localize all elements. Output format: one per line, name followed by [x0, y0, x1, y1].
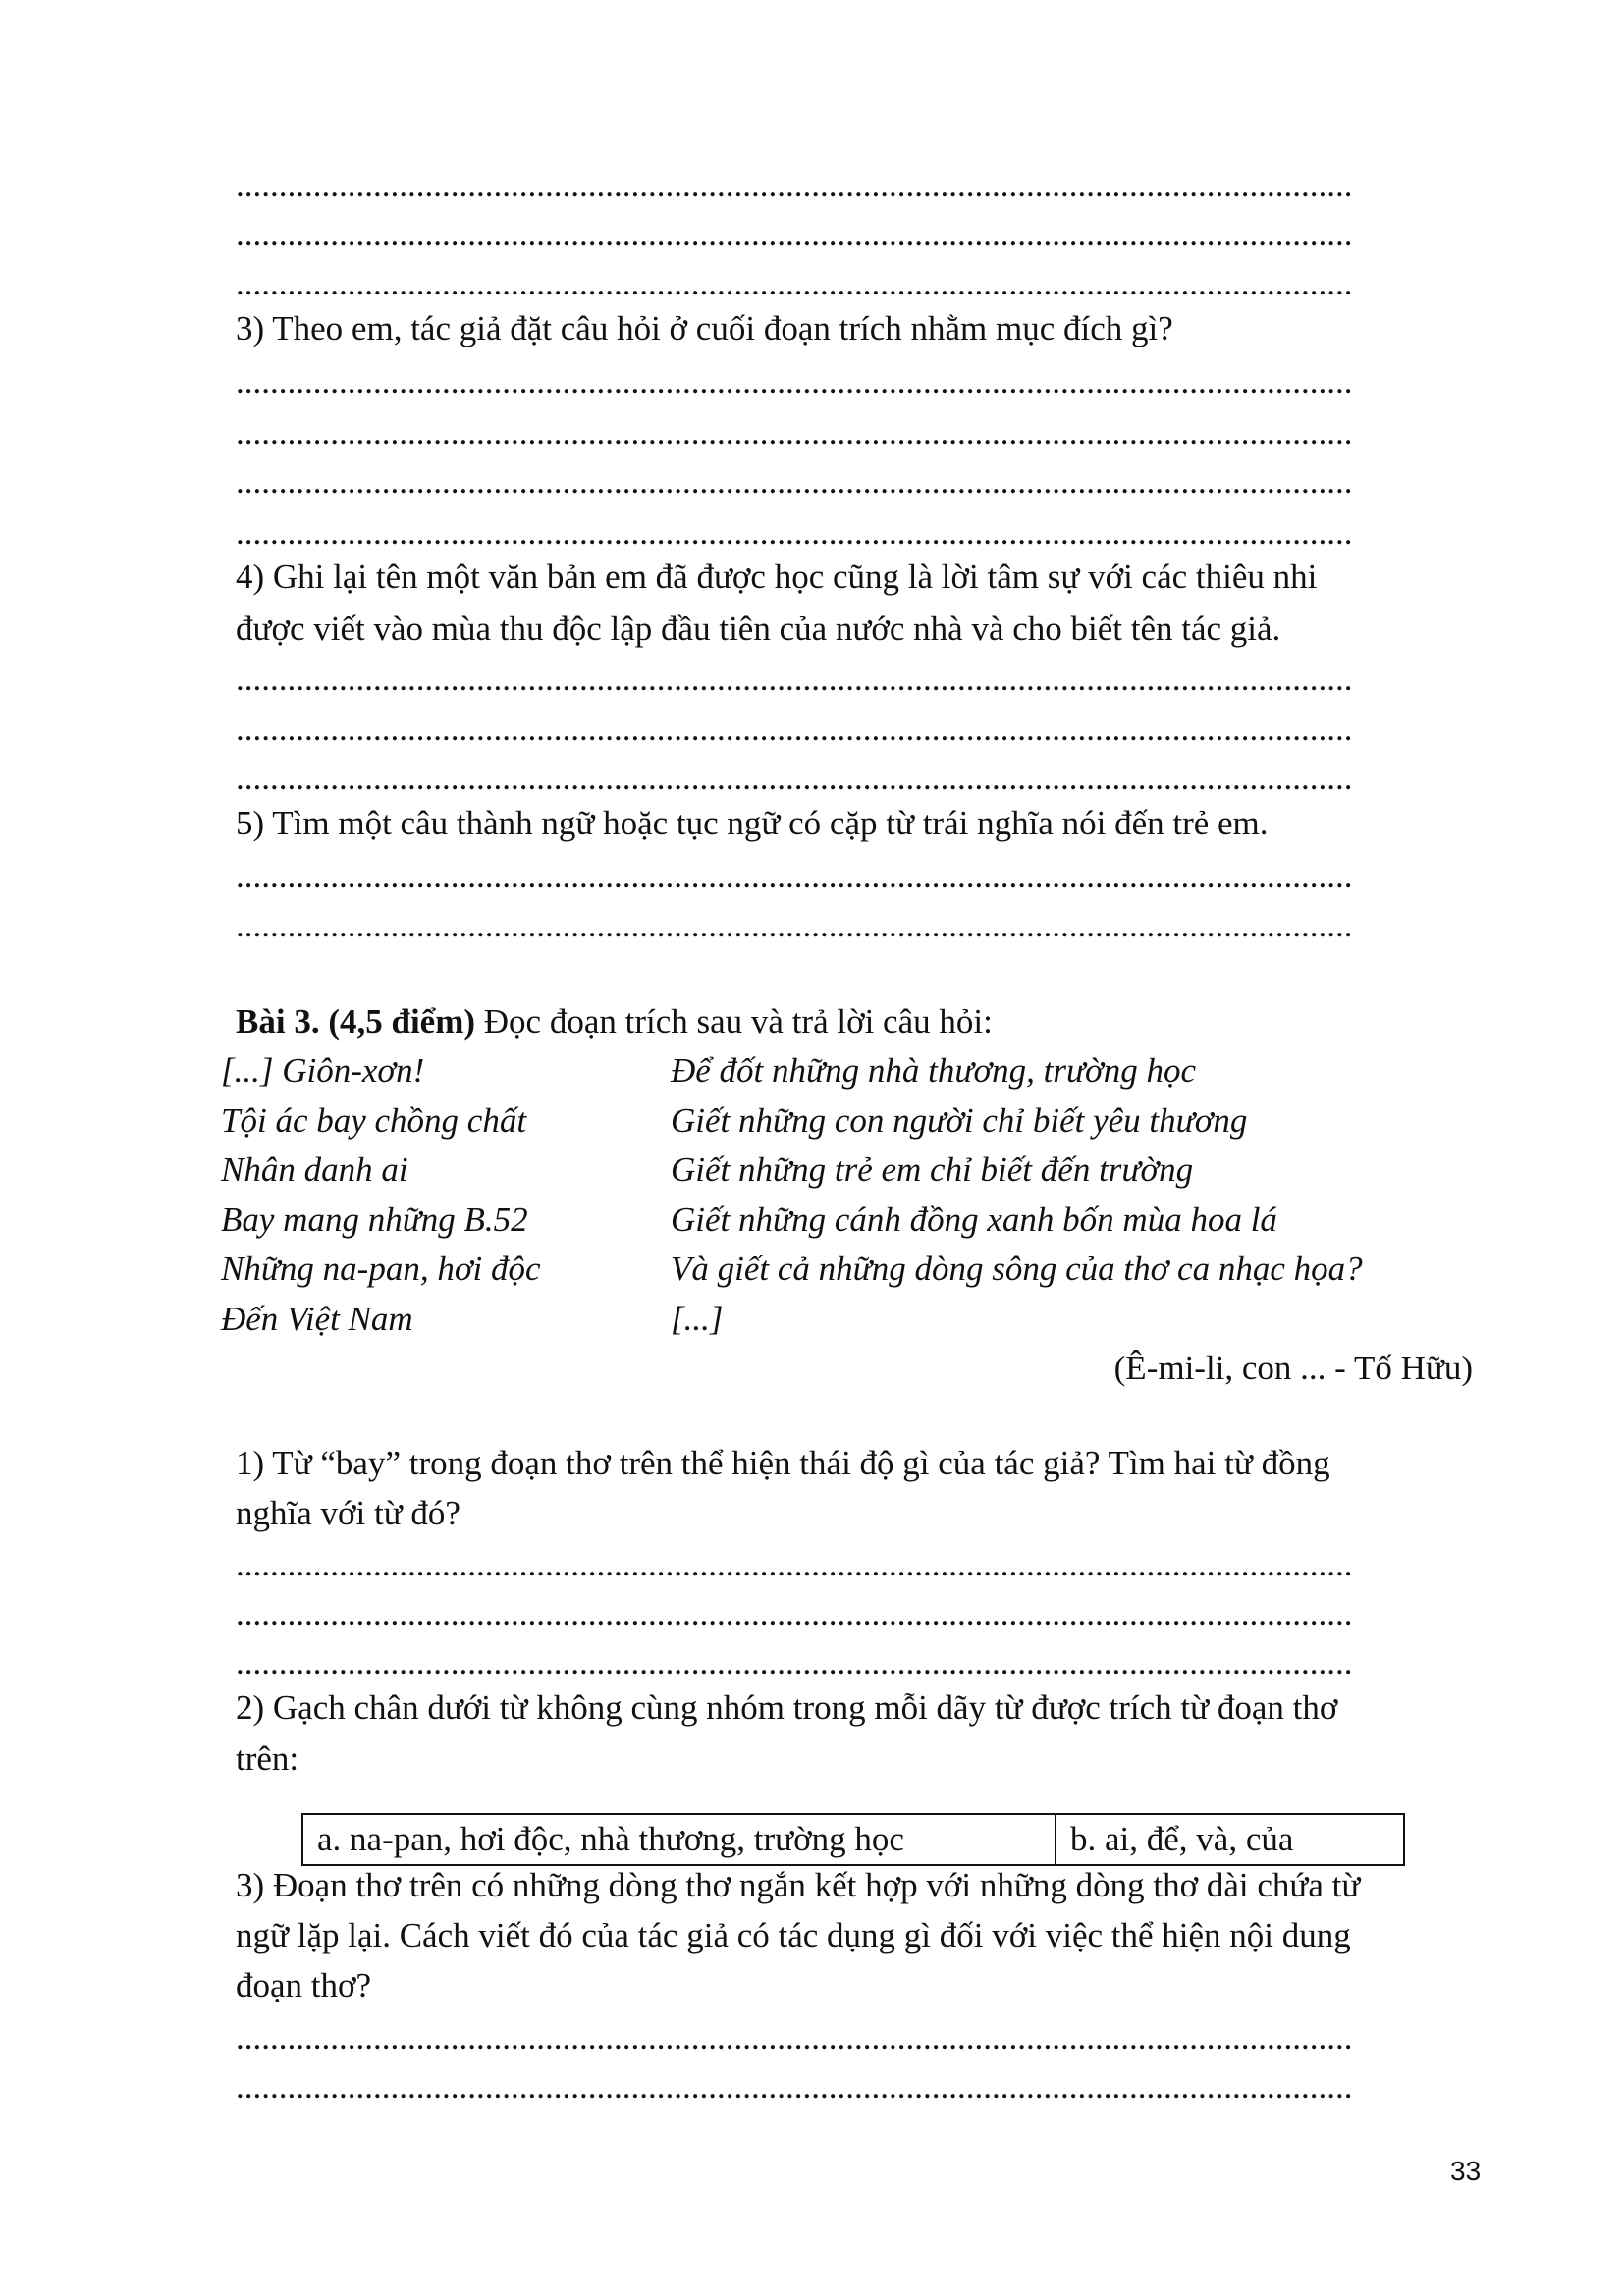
answer-line[interactable]: .................................................................................................................................. [236, 362, 1353, 400]
poem-right-line: Để đốt những nhà thương, trường học [671, 1051, 1197, 1090]
answer-line[interactable]: .................................................................................................................................. [236, 462, 1353, 501]
answer-line[interactable]: .................................................................................................................................. [236, 759, 1353, 797]
answer-line[interactable]: .................................................................................................................................. [236, 513, 1353, 552]
answer-line[interactable]: .................................................................................................................................. [236, 166, 1353, 204]
exercise-3-heading [236, 1001, 993, 1042]
poem-right-line: Và giết cả những dòng sông của thơ ca nhạc họa? [671, 1250, 1363, 1288]
poem-right-line: [...] [671, 1300, 724, 1338]
word-group-b[interactable]: b. ai, để, và, của [1056, 1814, 1404, 1865]
exercise-3-question-3-line-1: 3) Đoạn thơ trên có những dòng thơ ngắn kết hợp với những dòng thơ dài chứa từ [236, 1866, 1361, 1904]
poem-left-line: Tội ác bay chồng chất [221, 1101, 527, 1140]
question-3: 3) Theo em, tác giả đặt câu hỏi ở cuối đoạn trích nhằm mục đích gì? [236, 309, 1173, 347]
answer-line[interactable]: .................................................................................................................................. [236, 660, 1353, 698]
answer-line[interactable]: .................................................................................................................................. [236, 857, 1353, 895]
question-5: 5) Tìm một câu thành ngữ hoặc tục ngữ có cặp từ trái nghĩa nói đến trẻ em. [236, 804, 1269, 842]
poem-left-line: Đến Việt Nam [221, 1300, 413, 1338]
exercise-3-question-2-line-1: 2) Gạch chân dưới từ không cùng nhóm trong mỗi dãy từ được trích từ đoạn thơ [236, 1688, 1338, 1727]
answer-line[interactable]: .................................................................................................................................. [236, 264, 1353, 302]
question-4-line-1: 4) Ghi lại tên một văn bản em đã được học cũng là lời tâm sự với các thiêu nhi [236, 558, 1318, 596]
exercise-3-question-2-line-2: trên: [236, 1739, 299, 1778]
answer-line[interactable]: .................................................................................................................................. [236, 906, 1353, 944]
page-number: 33 [1450, 2156, 1482, 2186]
poem-left-line: [...] Giôn-xơn! [221, 1051, 425, 1090]
poem-right-line: Giết những con người chỉ biết yêu thương [671, 1101, 1248, 1140]
poem-right-line: Giết những trẻ em chỉ biết đến trường [671, 1150, 1194, 1189]
answer-line[interactable]: .................................................................................................................................. [236, 710, 1353, 748]
exercise-3-question-3-line-2: ngữ lặp lại. Cách viết đó của tác giả có tác dụng gì đối với việc thể hiện nội dung [236, 1916, 1351, 1954]
exercise-3-question-1-line-1: 1) Từ “bay” trong đoạn thơ trên thể hiện thái độ gì của tác giả? Tìm hai từ đồng [236, 1444, 1330, 1482]
exercise-3-question-3-line-3: đoạn thơ? [236, 1966, 372, 2004]
poem-left-line: Những na-pan, hơi độc [221, 1250, 541, 1288]
poem-left-line: Nhân danh ai [221, 1150, 408, 1189]
answer-line[interactable]: .................................................................................................................................. [236, 2018, 1353, 2056]
answer-line[interactable]: .................................................................................................................................. [236, 1594, 1353, 1632]
exercise-3-label: Bài 3. (4,5 điểm) [236, 1002, 476, 1041]
poem-right-line: Giết những cánh đồng xanh bốn mùa hoa lá [671, 1201, 1277, 1239]
exercise-3-instruction: Đọc đoạn trích sau và trả lời câu hỏi: [475, 1002, 993, 1041]
poem-left-line: Bay mang những B.52 [221, 1201, 528, 1239]
word-group-a[interactable]: a. na-pan, hơi độc, nhà thương, trường học [302, 1814, 1056, 1865]
poem-source: (Ê-mi-li, con ... - Tố Hữu) [1113, 1349, 1473, 1387]
answer-line[interactable]: .................................................................................................................................. [236, 2067, 1353, 2106]
answer-line[interactable]: .................................................................................................................................. [236, 1545, 1353, 1583]
answer-line[interactable]: .................................................................................................................................. [236, 1643, 1353, 1682]
answer-line[interactable]: .................................................................................................................................. [236, 215, 1353, 253]
word-groups-table [301, 1813, 1405, 1866]
exercise-3-question-1-line-2: nghĩa với từ đó? [236, 1494, 460, 1532]
question-4-line-2: được viết vào mùa thu độc lập đầu tiên của nước nhà và cho biết tên tác giả. [236, 610, 1281, 648]
answer-line[interactable]: .................................................................................................................................. [236, 413, 1353, 452]
